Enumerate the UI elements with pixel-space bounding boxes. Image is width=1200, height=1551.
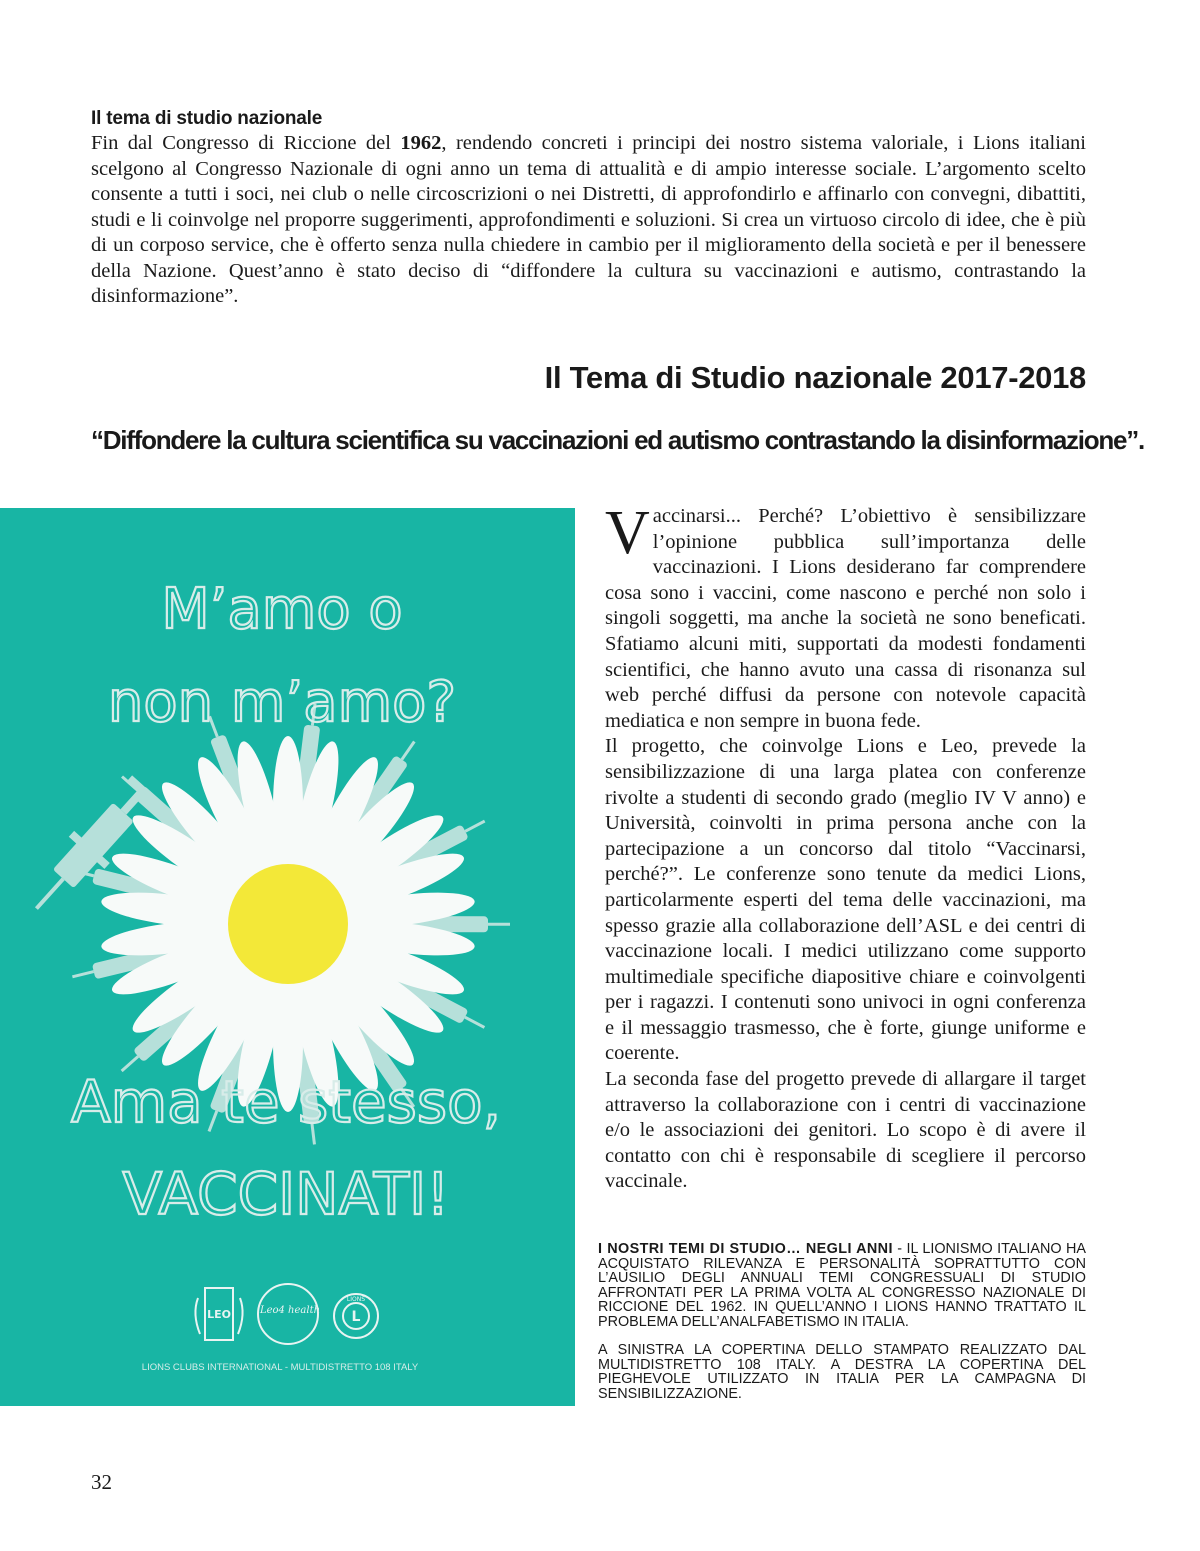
- article-paragraph-3: La seconda fase del progetto prevede di allargare il target attraverso la collaborazione con i centri di vaccinazione e/o le associazioni dei genitori. Lo scopo è di avere il contatto con chi è responsabile di scegliere il percorso vaccinale.: [605, 1068, 1086, 1193]
- lions-logo: [334, 1294, 378, 1338]
- svg-text:L: L: [351, 1309, 361, 1325]
- intro-paragraph: [91, 131, 1086, 310]
- section-heading: Il tema di studio nazionale: [91, 108, 323, 129]
- page-subtitle: “Diffondere la cultura scientifica su vaccinazioni ed autismo contrastando la disinformazione”.: [91, 425, 1144, 455]
- page-number: 32: [91, 1470, 112, 1494]
- article-paragraph-1: [605, 499, 1086, 734]
- photo-caption: [598, 1242, 1086, 1415]
- intro-text-end: , rendendo concreti i principi dei nostro sistema valoriale, i Lions italiani scelgono al Congresso Nazionale di ogni anno un tema di attualità e di ampio interesse sociale. L’argomento scelto consente a tutti i soci, nei club o nelle circoscrizioni o nei Distretti, di approfondirlo e affinarlo con convegni, dibattiti, studi e li coinvolge nel proporre suggerimenti, approfondimenti e soluzioni. Si crea un virtuoso circolo di idee, che è più di un corposo service, che è offerto senza nulla chiedere in cambio per il miglioramento della società e per il benessere della Nazione. Quest’anno è stato deciso di “diffondere la cultura su vaccinazioni e autismo, contrastando la disinformazione”.: [91, 132, 1086, 307]
- poster-line-3: Ama te stesso,: [70, 1068, 502, 1136]
- article-paragraph-2: Il progetto, che coinvolge Lions e Leo, prevede la sensibilizzazione di una larga platea con conferenze rivolte a studenti di secondo grado (meglio IV V anno) e Università, coinvolti in prima persona anche con la partecipazione a un concorso dal titolo “Vaccinarsi, perché?”. Le conferenze sono tenute da medici Lions, particolarmente esperti del tema delle vaccinazioni, ma spesso grazie alla collaborazione dell’ASL e dei centri di vaccinazione locali. I medici utilizzano come supporto multimediale specifiche diapositive chiare e coinvolgenti per i ragazzi. I contenuti sono univoci in ogni conferenza e il messaggio trasmesso, che è forte, giunge uniforme e coerente.: [605, 735, 1086, 1065]
- poster-footer: LIONS CLUBS INTERNATIONAL - MULTIDISTRETTO 108 ITALY: [141, 1362, 419, 1373]
- intro-text-start: Fin dal Congresso di Riccione del: [91, 132, 401, 154]
- daisy-center: [228, 864, 348, 984]
- caption-paragraph-2: A SINISTRA LA COPERTINA DELLO STAMPATO REALIZZATO DAL MULTIDISTRETTO 108 ITALY. A DESTRA LA COPERTINA DEL PIEGHEVOLE UTILIZZATO IN ITALIA PER LA CAMPAGNA DI SENSIBILIZZAZIONE.: [598, 1342, 1086, 1402]
- caption-paragraph-1: [598, 1242, 1086, 1329]
- caption-lead: I NOSTRI TEMI DI STUDIO… NEGLI ANNI: [598, 1241, 893, 1257]
- leo4health-logo: [258, 1284, 320, 1344]
- leo-logo: [195, 1288, 242, 1340]
- poster-line-4: VACCINATI!: [122, 1160, 450, 1228]
- page-title: Il Tema di Studio nazionale 2017-2018: [544, 360, 1086, 395]
- drop-cap: V: [605, 499, 650, 567]
- vaccination-poster: [0, 508, 575, 1406]
- intro-year: 1962: [400, 132, 442, 154]
- article-paragraph-1-text: accinarsi... Perché? L’obiettivo è sensibilizzare l’opinione pubblica sull’importanza delle vaccinazioni. I Lions desiderano far comprendere cosa sono i vaccini, come nascono e perché non solo i singoli soggetti, ma anche la società ne sono beneficati. Sfatiamo alcuni miti, supportati da modesti fondamenti scientifici, che hanno avuto una cassa di risonanza sul web perché diffusi da persone con notevole capacità mediatica e non sempre in buona fede.: [605, 505, 1086, 732]
- poster-line-2: non m’amo?: [107, 670, 457, 735]
- lions-logo-text: LIONS: [346, 1296, 366, 1303]
- leo4health-text: Leo4 health: [259, 1305, 321, 1316]
- leo-logo-text: LEO: [207, 1308, 231, 1321]
- poster-line-1: M’amo o: [161, 577, 403, 642]
- article-body: [605, 499, 1086, 1195]
- poster-artwork: [0, 508, 575, 1406]
- caption-body: - IL LIONISMO ITALIANO HA ACQUISTATO RILEVANZA E PERSONALITÀ SOPRATTUTTO CON L’AUSILIO DEGLI ANNUALI TEMI CONGRESSUALI DI STUDIO AFFRONTATI PER LA PRIMA VOLTA AL CONGRESSO NAZIONALE DI RICCIONE DEL 1962. IN QUELL’ANNO I LIONS HANNO TRATTATO IL PROBLEMA DELL’ANALFABETISMO IN ITALIA.: [598, 1241, 1086, 1330]
